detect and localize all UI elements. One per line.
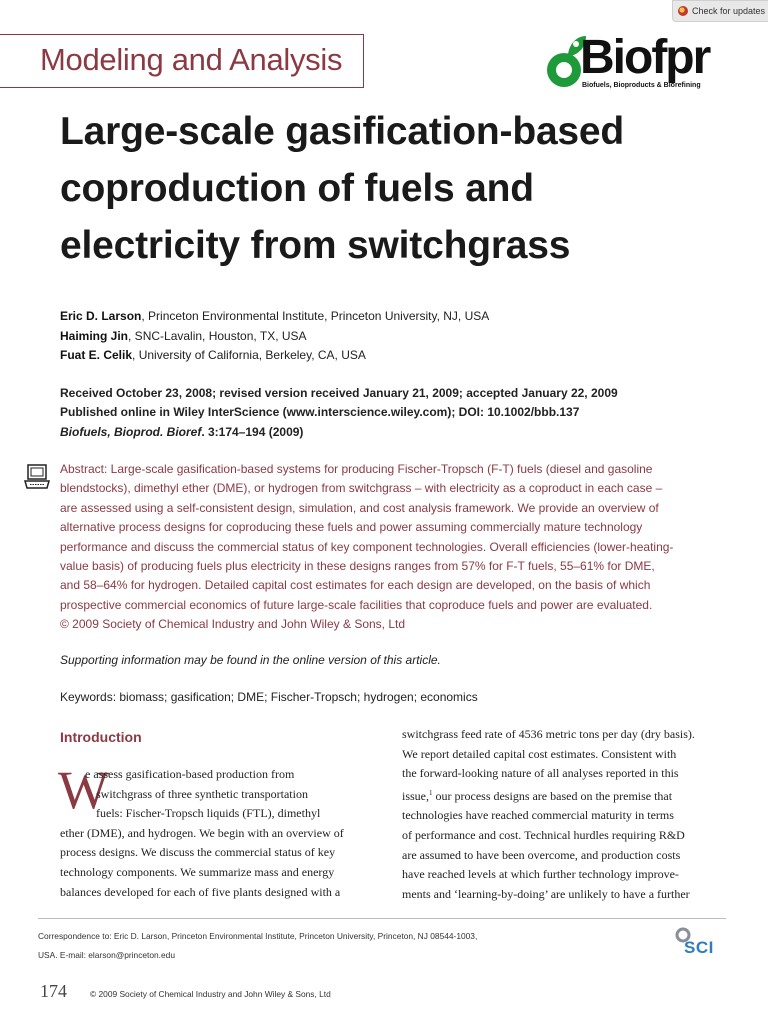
body-line: technology components. We summarize mass and energy [60,864,335,879]
logo-tagline: Biofuels, Bioproducts & Biorefining [582,82,701,89]
title-line: Large-scale gasification-based [60,110,625,153]
abstract-line: performance and discuss the commercial status of key component technologies. Overall efficiencies (lower-heating- [60,539,674,554]
abstract-line: prospective commercial economics of future large-scale facilities that coproduce fuels and power are evaluated. [60,597,653,612]
body-column-left [58,760,365,902]
abstract-line: blendstocks), dimethyl ether (DME), or hydrogen from switchgrass – with electricity as a coproduct in each case – [60,481,663,496]
section-heading-introduction: Introduction [60,729,142,745]
crossmark-icon [678,6,688,16]
body-line: are assumed to have been overcome, and production costs [402,847,681,862]
body-text: issue, [402,788,429,803]
body-line: have reached levels at which further technology improve- [402,867,679,882]
body-line: of performance and cost. Technical hurdles requiring R&D [402,827,685,842]
body-line: fuels: Fischer-Tropsch liquids (FTL), dimethyl [96,806,321,821]
body-line: switchgrass of three synthetic transportation [96,786,308,801]
footer-copyright: © 2009 Society of Chemical Industry and John Wiley & Sons, Ltd [90,989,331,999]
abstract-line: and 58–64% for hydrogen. Detailed capital cost estimates for each design are developed, on the basis of which [60,578,651,593]
body-line: e assess gasification-based production from [85,767,295,781]
section-label: Modeling and Analysis [40,42,343,77]
body-line: ments and ‘learning-by-doing’ are unlikely to have a further [402,886,690,901]
body-text: our process designs are based on the premise that [432,788,673,803]
received-dates: Received October 23, 2008; revised version received January 21, 2009; accepted January 22, 2009 [60,386,618,400]
correspondence-email: USA. E-mail: elarson@princeton.edu [38,950,175,960]
author-affiliation: , Princeton Environmental Institute, Princeton University, NJ, USA [141,309,490,323]
title-line: coproduction of fuels and [60,167,534,210]
journal-logo [542,30,732,94]
abstract-line: value basis) of producing fuels plus electricity in these designs ranges from 57% for F-T fuels, 55–61% for DME, [60,559,655,574]
page-number: 174 [40,981,67,1001]
body-column-right [402,725,717,904]
keywords: Keywords: biomass; gasification; DME; Fischer-Tropsch; hydrogen; economics [60,690,478,704]
reference-link[interactable]: 1 [429,788,433,797]
abstract-line: are assessed using a self-consistent design, simulation, and cost analysis framework. We provide an overview of [60,500,659,515]
author-name: Fuat E. Celik [60,348,133,362]
citation-journal: Biofuels, Bioprod. Bioref [60,425,202,439]
body-line: switchgrass feed rate of 4536 metric tons per day (dry basis). [402,727,695,741]
body-line [402,784,717,807]
author-affiliation: , University of California, Berkeley, CA, USA [132,348,366,362]
article-title [60,103,740,274]
title-line: electricity from switchgrass [60,224,571,267]
body-line: the forward-looking nature of all analyses reported in this [402,766,679,781]
logo-wordmark: Biofpr [580,31,710,84]
supporting-info-note: Supporting information may be found in the online version of this article. [60,653,441,667]
body-line: balances developed for each of five plants designed with a [60,884,341,899]
author-line [60,309,489,323]
author-name: Eric D. Larson [60,309,142,323]
body-line: ether (DME), and hydrogen. We begin with an overview of [60,825,344,840]
drop-cap: W [58,760,109,820]
footer-divider [38,918,726,919]
sci-wordmark: SCI [684,938,714,957]
published-online: Published online in Wiley InterScience (www.interscience.wiley.com); DOI: 10.1002/bbb.137 [60,405,580,419]
check-for-updates-button[interactable] [672,0,768,22]
computer-icon [23,463,51,491]
citation-volume: . 3:174–194 (2009) [201,425,304,439]
author-line [60,329,307,343]
author-affiliation: , SNC-Lavalin, Houston, TX, USA [128,329,307,343]
abstract-line: alternative process designs for coproducing these fuels and power assuming commercially mature technology [60,520,643,535]
author-name: Haiming Jin [60,329,129,343]
body-line: process designs. We discuss the commercial status of key [60,845,336,860]
citation [60,425,303,439]
correspondence: Correspondence to: Eric D. Larson, Princeton Environmental Institute, Princeton University, Princeton, NJ 08544-1003, [38,931,478,941]
abstract-copyright: © 2009 Society of Chemical Industry and John Wiley & Sons, Ltd [60,617,406,632]
sci-logo [672,926,728,960]
abstract [60,460,720,635]
body-line: technologies have reached commercial maturity in terms [402,808,674,823]
abstract-line: Abstract: Large-scale gasification-based systems for producing Fischer-Tropsch (F-T) fuels (diesel and gasoline [60,462,653,476]
body-line: We report detailed capital cost estimates. Consistent with [402,746,677,761]
author-line [60,348,366,362]
check-for-updates-label: Check for updates [692,6,766,16]
